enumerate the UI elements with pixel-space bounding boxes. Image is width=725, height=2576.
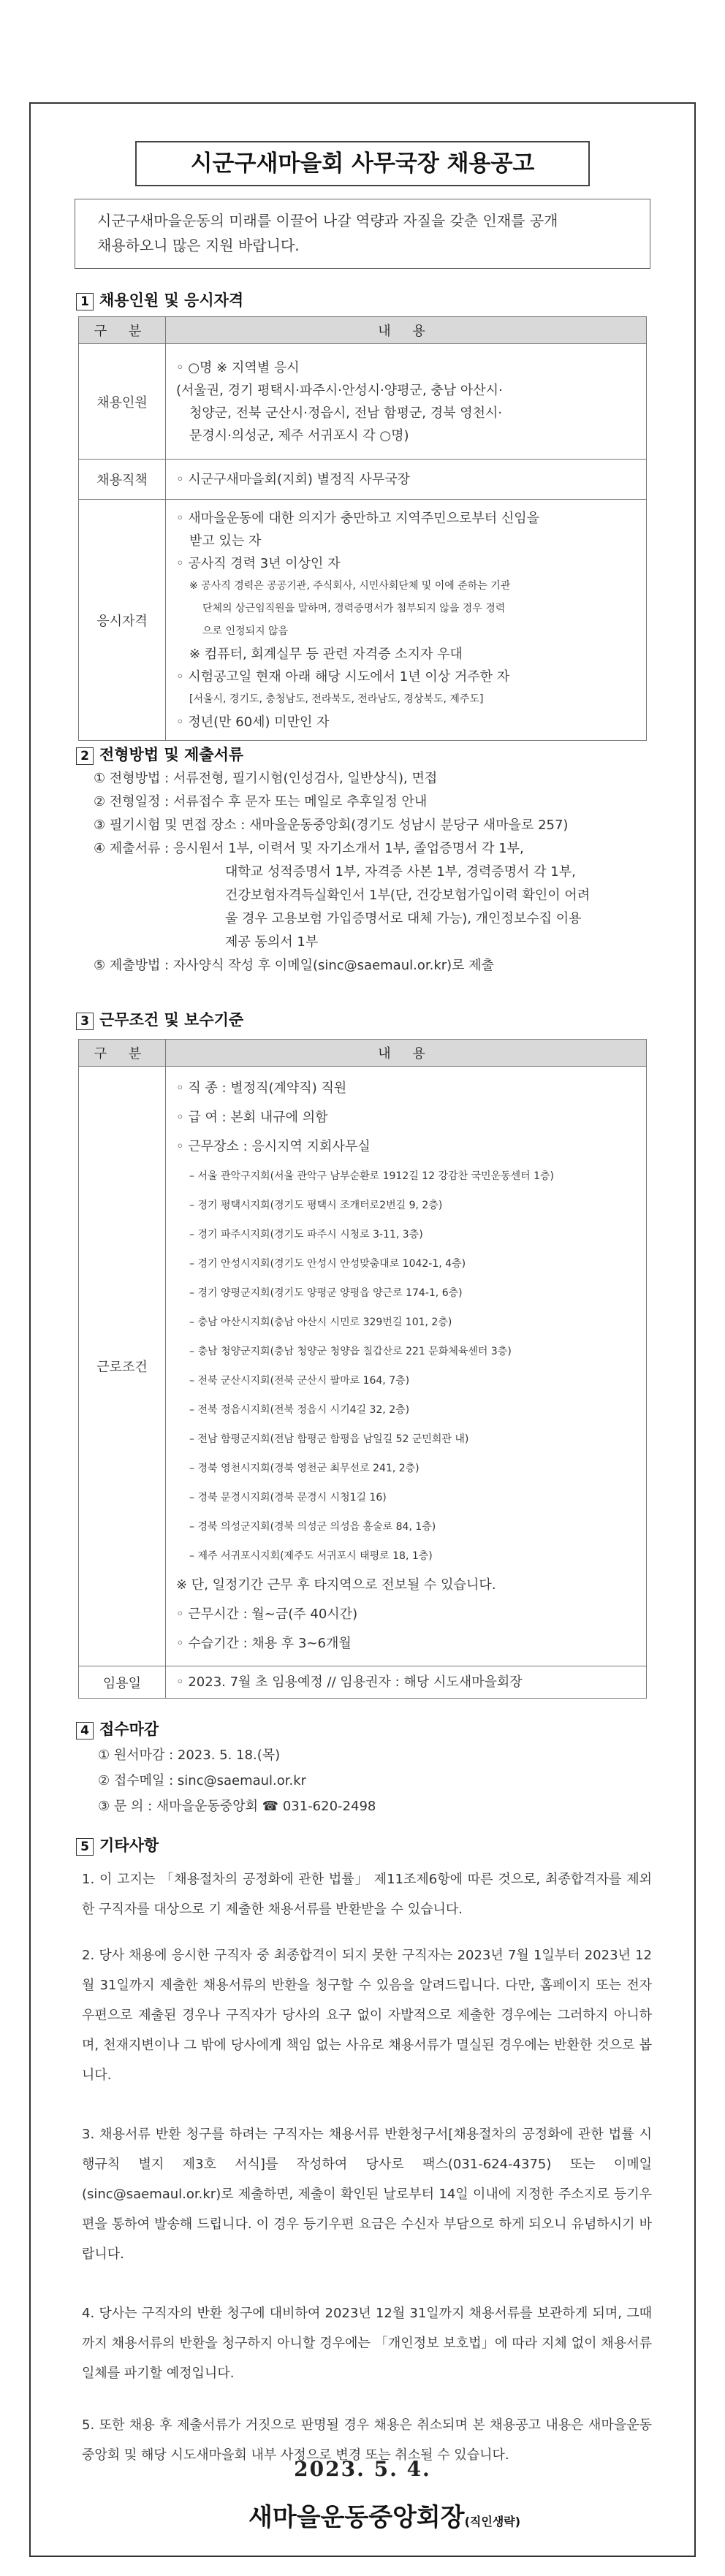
content-line: 받고 있는 자 — [189, 533, 262, 549]
content-line: ◦ 정년(만 60세) 미만인 자 — [176, 714, 330, 730]
row-label: 채용직책 — [79, 460, 166, 500]
row-content — [166, 1067, 647, 1666]
list-item: ① 전형방법 : 서류전형, 필기시험(인성검사, 일반상식), 면접 — [94, 771, 438, 786]
content-line: – 전남 함평군지회(전남 함평군 함평읍 남일길 52 군민회관 내) — [189, 1433, 469, 1445]
row-content — [166, 460, 647, 500]
section-heading-2 — [76, 743, 243, 765]
notice-date: 2023. 5. 4. — [294, 2457, 431, 2481]
content-line: – 서울 관악구지회(서울 관악구 남부순환로 1912길 12 강감찬 국민운동센터 1층) — [189, 1170, 554, 1182]
section-number: 2 — [76, 747, 94, 765]
content-line: ◦ 2023. 7월 초 임용예정 // 임용권자 : 해당 시도새마을회장 — [176, 1674, 523, 1690]
table-header-content: 내 용 — [166, 317, 647, 344]
note-item: 4. 당사는 구직자의 반환 청구에 대비하여 2023년 12월 31일까지 채용서류를 보관하게 되며, 그때까지 채용서류의 반환을 청구하지 아니할 경우에는 「개인정보 보호법」에 따라 지체 없이 채용서류 일체를 파기할 예정입니다. — [82, 2306, 652, 2381]
content-line: ◦ 근무시간 : 월~금(주 40시간) — [176, 1607, 358, 1622]
content-line: ※ 공사직 경력은 공공기관, 주식회사, 시민사회단체 및 이에 준하는 기관 — [189, 579, 511, 592]
section-heading-1 — [76, 289, 243, 310]
section-heading-4 — [76, 1718, 159, 1739]
intro-line: 시군구새마을운동의 미래를 이끌어 나갈 역량과 자질을 갖춘 인재를 공개 — [97, 212, 558, 229]
note-item: 5. 또한 채용 후 제출서류가 거짓으로 판명될 경우 채용은 취소되며 본 채용공고 내용은 새마을운동중앙회 및 해당 시도새마을회 내부 사정으로 변경 또는 취소될 수 있습니다. — [82, 2417, 652, 2463]
content-line: – 전북 군산시지회(전북 군산시 팔마로 164, 7층) — [189, 1375, 410, 1387]
content-line: ◦ 새마을운동에 대한 의지가 충만하고 지역주민으로부터 신임을 — [176, 510, 540, 526]
content-line: (서울권, 경기 평택시·파주시·안성시·양평군, 충남 아산시· — [176, 382, 503, 398]
content-line: [서울시, 경기도, 충청남도, 전라북도, 전라남도, 경상북도, 제주도] — [189, 693, 484, 705]
content-line: ◦ 시군구새마을회(지회) 별정직 사무국장 — [176, 471, 411, 487]
section-title: 기타사항 — [99, 1837, 159, 1854]
page-title: 시군구새마을회 사무국장 채용공고 — [135, 141, 590, 186]
table-row — [79, 344, 647, 460]
intro-line: 채용하오니 많은 지원 바랍니다. — [97, 237, 300, 254]
list-item: ④ 제출서류 : 응시원서 1부, 이력서 및 자기소개서 1부, 졸업증명서 각 1부, — [94, 841, 524, 856]
seal-omitted-note: (직인생략) — [464, 2515, 521, 2529]
content-line: – 경북 의성군지회(경북 의성군 의성읍 홍술로 84, 1층) — [189, 1521, 436, 1533]
note-item: 1. 이 고지는 「채용절차의 공정화에 관한 법률」 제11조제6항에 따른 것으로, 최종합격자를 제외한 구직자를 대상으로 기 제출한 채용서류를 반환받을 수 있습니다. — [82, 1872, 652, 1917]
list-item-continued: 제공 동의서 1부 — [225, 934, 319, 950]
content-line: ◦ 근무장소 : 응시지역 지회사무실 — [176, 1139, 371, 1154]
content-line: – 충남 아산시지회(충남 아산시 시민로 329번길 101, 2층) — [189, 1316, 452, 1328]
list-item: ② 전형일정 : 서류접수 후 문자 또는 메일로 추후일정 안내 — [94, 794, 428, 809]
notes-list — [82, 1864, 652, 2470]
content-line: – 경기 평택시지회(경기도 평택시 조개터로2번길 9, 2층) — [189, 1200, 443, 1211]
content-line: – 전북 정읍시지회(전북 정읍시 시기4길 32, 2층) — [189, 1404, 410, 1416]
row-label: 응시자격 — [79, 500, 166, 741]
list-item: ③ 필기시험 및 면접 장소 : 새마을운동중앙회(경기도 성남시 분당구 새마을로 257) — [94, 818, 569, 833]
content-line: ※ 단, 일정기간 근무 후 타지역으로 전보될 수 있습니다. — [176, 1577, 496, 1593]
section-number: 4 — [76, 1722, 94, 1739]
list-item: ① 원서마감 : 2023. 5. 18.(목) — [98, 1748, 281, 1763]
row-content — [166, 344, 647, 460]
section-number: 5 — [76, 1838, 94, 1856]
content-line: – 제주 서귀포시지회(제주도 서귀포시 태평로 18, 1층) — [189, 1550, 433, 1562]
row-label: 근로조건 — [79, 1067, 166, 1666]
section-title: 근무조건 및 보수기준 — [99, 1011, 244, 1029]
section-number: 3 — [76, 1013, 94, 1030]
list-item-continued: 건강보험자격득실확인서 1부(단, 건강보험가입이력 확인이 어려 — [225, 888, 591, 903]
intro-box — [75, 199, 650, 269]
section-heading-3 — [76, 1008, 243, 1030]
table-row — [79, 500, 647, 741]
table-row — [79, 460, 647, 500]
section-number: 1 — [76, 293, 94, 310]
list-item: ② 접수메일 : sinc@saemaul.or.kr — [98, 1773, 307, 1788]
deadline-list — [98, 1742, 653, 1819]
content-line: – 경기 파주시지회(경기도 파주시 시청로 3-11, 3층) — [189, 1229, 423, 1241]
content-line: 단체의 상근임직원을 말하며, 경력증명서가 첨부되지 않을 경우 경력 — [202, 602, 506, 614]
table-header-category: 구 분 — [79, 1040, 166, 1067]
row-label: 임용일 — [79, 1666, 166, 1699]
content-line: – 경북 문경시지회(경북 문경시 시청1길 16) — [189, 1492, 387, 1504]
table-row — [79, 1067, 647, 1666]
row-content — [166, 1666, 647, 1699]
content-line: ◦ 공사직 경력 3년 이상인 자 — [176, 555, 341, 571]
section-title: 접수마감 — [99, 1720, 159, 1738]
content-line: ◦ 시험공고일 현재 아래 해당 시도에서 1년 이상 거주한 자 — [176, 668, 510, 685]
list-item-continued: 울 경우 고용보험 가입증명서로 대체 가능), 개인정보수집 이용 — [225, 911, 582, 926]
table-header-category: 구 분 — [79, 317, 166, 344]
table-row — [79, 1666, 647, 1699]
list-item: ⑤ 제출방법 : 자사양식 작성 후 이메일(sinc@saemaul.or.kr)로 제출 — [94, 958, 495, 973]
content-line: ◦ 수습기간 : 채용 후 3~6개월 — [176, 1636, 352, 1651]
selection-method-list — [94, 767, 649, 978]
content-line: ◦ ○명 ※ 지역별 응시 — [176, 359, 300, 376]
table-header-content: 내 용 — [166, 1040, 647, 1067]
content-line: – 경기 안성시지회(경기도 안성시 안성맞춤대로 1042-1, 4층) — [189, 1258, 466, 1270]
content-line: – 경기 양평군지회(경기도 양평군 양평읍 양근로 174-1, 6층) — [189, 1287, 463, 1299]
issuer-name: 새마을운동중앙회장 — [248, 2503, 465, 2532]
content-line: ◦ 급 여 : 본회 내규에 의함 — [176, 1110, 328, 1125]
content-line: – 경북 영천시지회(경북 영천군 최무선로 241, 2층) — [189, 1463, 420, 1474]
content-line: ◦ 직 종 : 별정직(계약직) 직원 — [176, 1081, 347, 1096]
row-content — [166, 500, 647, 741]
section-title: 채용인원 및 응시자격 — [99, 291, 244, 309]
note-item: 2. 당사 채용에 응시한 구직자 중 최종합격이 되지 못한 구직자는 2023년 7월 1일부터 2023년 12월 31일까지 제출한 채용서류의 반환을 청구할 수 있음을 알려드립니다. 다만, 홈페이지 또는 전자우편으로 제출된 경우나 구직자가 당사의 요구 없이 자발적으로 제출한 경우에는 그러하지 아니하며, 천재지변이나 그 밖에 당사에게 책임 없는 사유로 채용서류가 멸실된 경우에는 반환한 것으로 봅니다. — [82, 1948, 652, 2083]
content-line: – 충남 청양군지회(충남 청양군 청양읍 칠갑산로 221 문화체육센터 3층) — [189, 1346, 512, 1357]
content-line: 청양군, 전북 군산시·정읍시, 전남 함평군, 경북 영천시· — [189, 405, 503, 421]
content-line: 문경시·의성군, 제주 서귀포시 각 ○명) — [189, 427, 409, 443]
note-item: 3. 채용서류 반환 청구를 하려는 구직자는 채용서류 반환청구서[채용절차의 공정화에 관한 법률 시행규칙 별지 제3호 서식]를 작성하여 당사로 팩스(031-624-4375) 또는 이메일 (sinc@saemaul.or.kr)로 제출하면, 제출이 확인된 날로부터 14일 이내에 지정한 주소지로 등기우편을 통하여 발송해 드립니다. 이 경우 등기우편 요금은 수신자 부담으로 하게 되오니 유념하시기 바랍니다. — [82, 2127, 652, 2262]
issuer-signature — [248, 2497, 520, 2533]
working-conditions-table — [78, 1039, 647, 1699]
row-label: 채용인원 — [79, 344, 166, 460]
recruitment-table — [78, 316, 647, 741]
list-item-continued: 대학교 성적증명서 1부, 자격증 사본 1부, 경력증명서 각 1부, — [225, 864, 576, 880]
content-line: 으로 인정되지 않음 — [202, 625, 289, 637]
list-item: ③ 문 의 : 새마을운동중앙회 ☎ 031-620-2498 — [98, 1799, 376, 1814]
section-heading-5 — [76, 1834, 159, 1856]
content-line: ※ 컴퓨터, 회계실무 등 관련 자격증 소지자 우대 — [189, 646, 463, 662]
section-title: 전형방법 및 제출서류 — [99, 746, 244, 763]
